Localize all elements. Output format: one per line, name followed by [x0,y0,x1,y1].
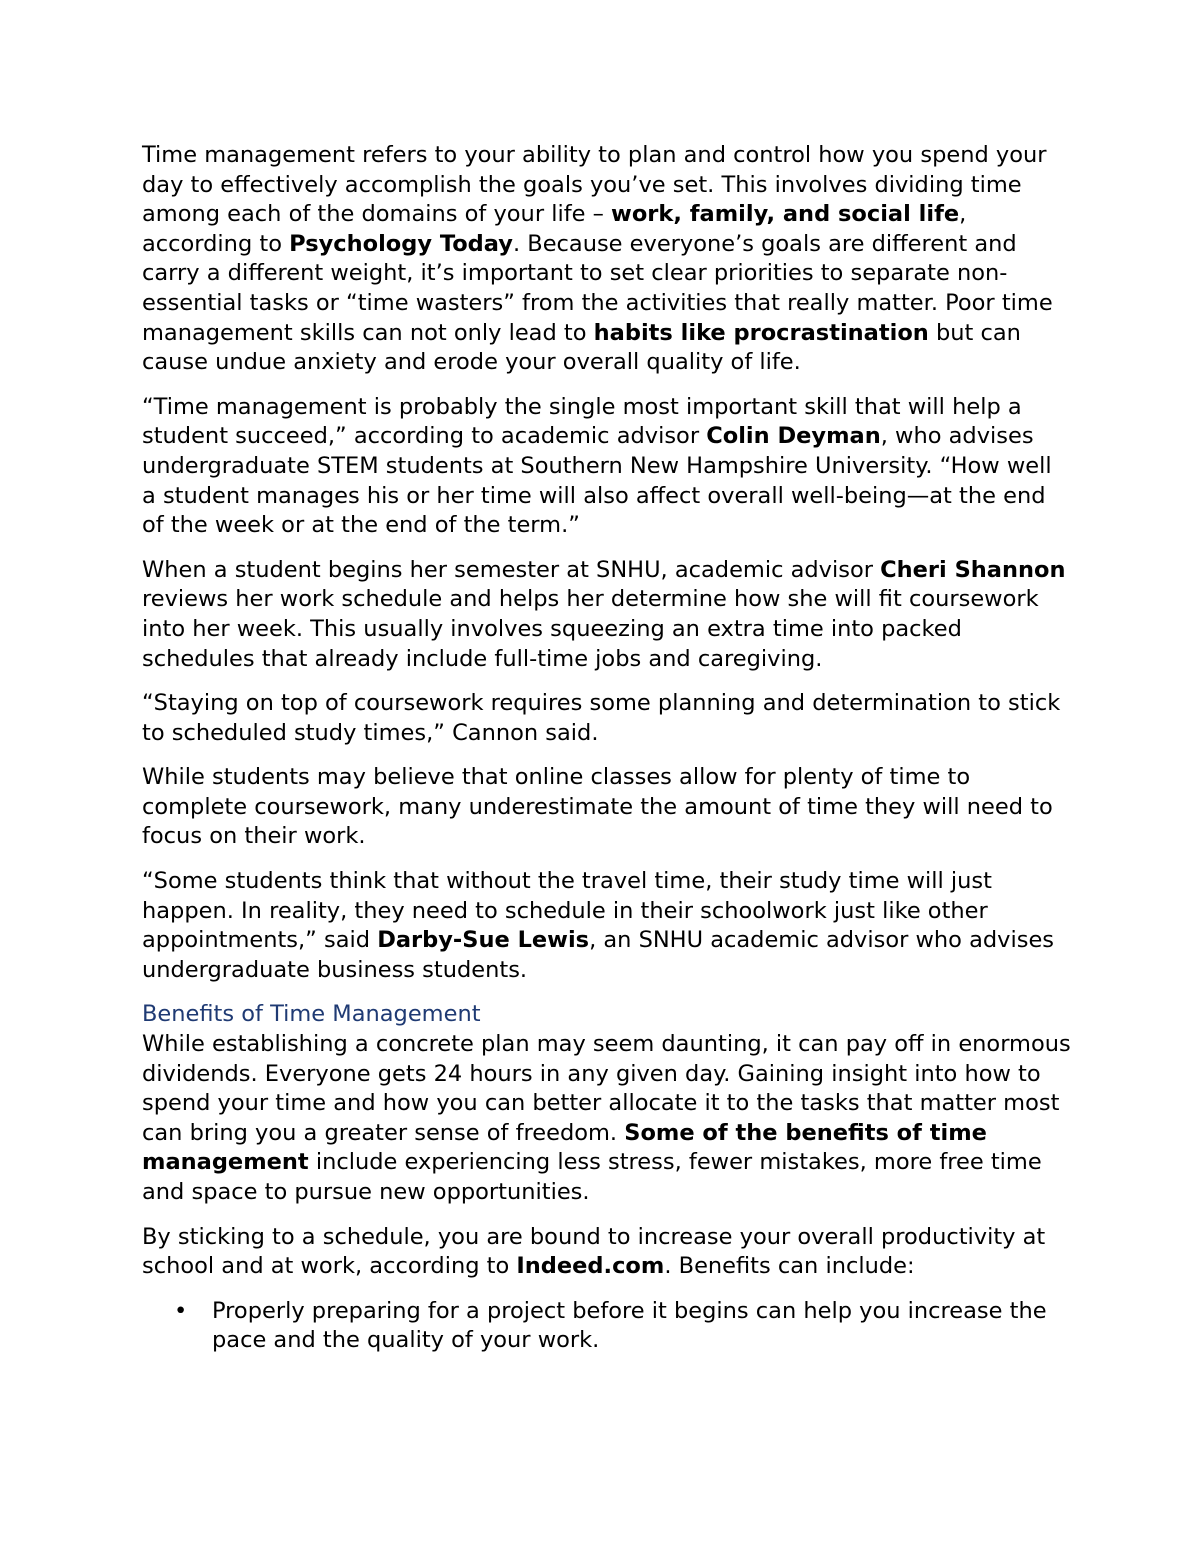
paragraph-benefits [142,1030,1072,1208]
text-run: By sticking to a schedule, you are bound to increase your overall productivity at school and at work, according to [142,1223,1046,1280]
bold-run: Some of the benefits of time management [142,1119,987,1176]
list-item-text: Properly preparing for a project before it begins can help you increase the pace and the quality of your work. [212,1297,1047,1354]
paragraph-intro [142,141,1072,378]
bold-run: habits like procrastination [593,319,929,346]
text-run: , according to [142,201,967,257]
text-run: , who advises undergraduate STEM students at Southern New Hampshire University. “How well a student manages his or her time will also affect overall well-being—at the end of the week or at the end of the term.” [142,423,1052,539]
bold-run: Colin Deyman [706,423,881,450]
list-item [142,1297,1072,1356]
paragraph-shannon [142,556,1072,674]
bullet-icon: • [174,1297,188,1324]
text-run: When a student begins her semester at SNHU, academic advisor [142,556,881,583]
text-run: . Because everyone’s goals are different and carry a different weight, it’s important to set clear priorities to separate non-essential tasks or “time wasters” from the activities that really matter. Poor time management skills can not only lead to [142,230,1053,346]
text-run: . Benefits can include: [664,1253,915,1280]
paragraph-schedule [142,1223,1072,1282]
text-run: Time management refers to your ability to plan and control how you spend your day to effectively accomplish the goals you’ve set. This involves dividing time among each of the domains of your life – [142,142,1047,228]
paragraph-cannon-quote [142,689,1072,748]
text-run: but can cause undue anxiety and erode your overall quality of life. [142,319,1021,376]
paragraph-deyman-quote [142,393,1072,541]
text-run: include experiencing less stress, fewer mistakes, more free time and space to pursue new opportunities. [142,1149,1042,1205]
bold-run: work, family, and social life [611,201,960,228]
text-run: reviews her work schedule and helps her determine how she will fit coursework into her week. This usually involves squeezing an extra time into packed schedules that already include full-time jobs and caregiving. [142,586,1039,672]
benefits-list [142,1297,1072,1356]
bold-run: Cheri Shannon [880,556,1066,583]
paragraph-online-classes [142,763,1072,852]
bold-run: Psychology Today [289,230,513,257]
text-run: “Some students think that without the travel time, their study time will just happen. In reality, they need to schedule in their schoolwork just like other appointments,” said [142,868,992,954]
text-run: , an SNHU academic advisor who advises undergraduate business students. [142,927,1055,983]
bold-run: Indeed.com [516,1253,665,1280]
text-run: “Staying on top of coursework requires some planning and determination to stick to scheduled study times,” Cannon said. [142,690,1061,746]
text-run: “Time management is probably the single most important skill that will help a student succeed,” according to academic advisor [142,393,1022,450]
document-page [142,141,1072,1356]
section-heading-benefits: Benefits of Time Management [142,1001,481,1028]
paragraph-lewis-quote [142,867,1072,985]
text-run: While students may believe that online classes allow for plenty of time to complete coursework, many underestimate the amount of time they will need to focus on their work. [142,764,1053,850]
text-run: While establishing a concrete plan may seem daunting, it can pay off in enormous dividends. Everyone gets 24 hours in any given day. Gaining insight into how to spend your time and how you can better allocate it to the tasks that matter most can bring you a greater sense of freedom. [142,1031,1071,1146]
bold-run: Darby-Sue Lewis [377,927,590,954]
